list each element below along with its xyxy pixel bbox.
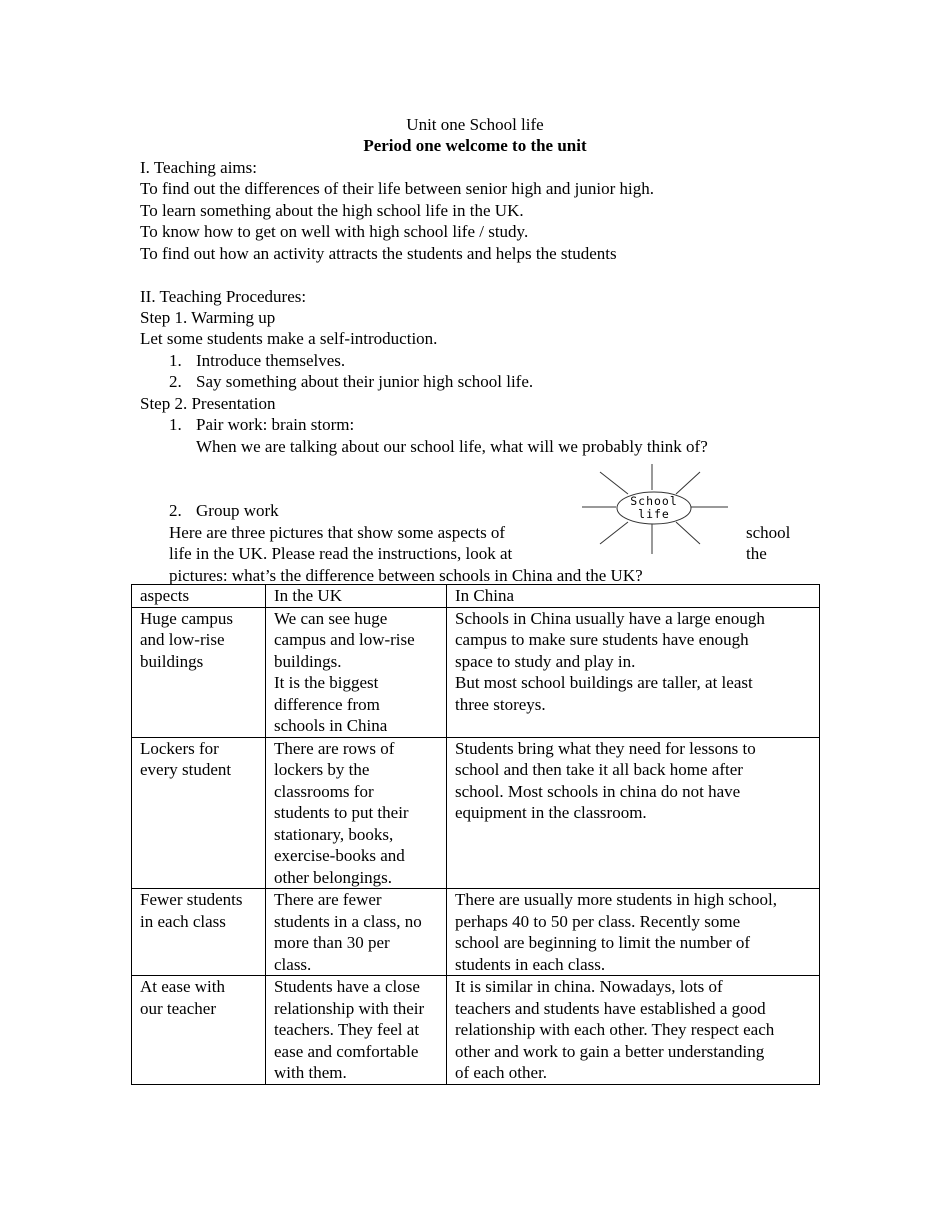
cell-uk xyxy=(266,737,447,889)
cell-line: lockers by the xyxy=(274,760,370,779)
cell-line: ease and comfortable xyxy=(274,1041,419,1061)
cell-line: students in a class, no xyxy=(274,911,422,931)
diagram-spoke xyxy=(676,522,700,544)
cell-line: school and then take it all back home after xyxy=(455,760,743,779)
cell-line: exercise-books and xyxy=(274,846,405,865)
group-work-text: the xyxy=(746,544,767,563)
cell-aspect xyxy=(132,607,266,737)
step1-item: Introduce themselves. xyxy=(196,351,346,370)
cell-china xyxy=(447,889,820,976)
cell-line: relationship with each other. They respect each xyxy=(455,1020,775,1039)
cell-line: more than 30 per xyxy=(274,933,390,952)
aims-heading: I. Teaching aims: xyxy=(140,158,257,177)
group-work-text: Here are three pictures that show some aspects of xyxy=(169,523,506,542)
cell-line: with them. xyxy=(274,1063,347,1082)
group-work-text: school xyxy=(746,523,791,542)
cell-line: classrooms for xyxy=(274,781,374,801)
cell-aspect xyxy=(132,737,266,889)
cell-china xyxy=(447,976,820,1085)
cell-line: and low-rise xyxy=(140,630,225,649)
list-number: 1. xyxy=(169,415,182,434)
diagram-spoke xyxy=(600,522,628,544)
cell-line: equipment in the classroom. xyxy=(455,803,647,822)
cell-line: teachers. They feel at xyxy=(274,1020,420,1039)
procedures-heading: II. Teaching Procedures: xyxy=(140,287,307,306)
step2-item1: Pair work: brain storm: xyxy=(196,415,355,434)
step1-item: Say something about their junior high school life. xyxy=(196,372,534,391)
cell-line: Students bring what they need for lessons to xyxy=(455,738,756,758)
cell-uk xyxy=(266,889,447,976)
cell-line: perhaps 40 to 50 per class. Recently some xyxy=(455,911,741,931)
group-work-text: pictures: what’s the difference between schools in China and the UK? xyxy=(169,566,643,585)
list-number: 2. xyxy=(169,501,182,520)
table-row xyxy=(132,889,820,976)
cell-line: schools in China xyxy=(274,716,388,735)
header-aspects: aspects xyxy=(132,585,266,608)
list-number: 2. xyxy=(169,372,182,391)
cell-line: buildings xyxy=(140,651,204,671)
step2-item2: Group work xyxy=(196,501,279,520)
cell-aspect xyxy=(132,976,266,1085)
aim-item: To know how to get on well with high school life / study. xyxy=(140,222,529,241)
brainstorm-diagram xyxy=(578,462,732,558)
period-title: Period one welcome to the unit xyxy=(363,136,587,155)
cell-line: school. Most schools in china do not have xyxy=(455,781,741,801)
table-header-row xyxy=(132,585,820,608)
table-row xyxy=(132,607,820,737)
cell-line: There are fewer xyxy=(274,890,382,909)
cell-line: There are usually more students in high school, xyxy=(455,890,777,909)
step1-title: Step 1. Warming up xyxy=(140,308,276,327)
header-in-the-uk: In the UK xyxy=(266,585,447,608)
table-row xyxy=(132,976,820,1085)
aim-item: To find out the differences of their life between senior high and junior high. xyxy=(140,179,655,198)
cell-uk xyxy=(266,607,447,737)
cell-line: buildings. xyxy=(274,651,342,671)
cell-line: in each class xyxy=(140,911,226,931)
diagram-spoke xyxy=(600,472,628,494)
cell-line: Fewer students xyxy=(140,890,243,909)
cell-line: But most school buildings are taller, at least xyxy=(455,673,753,692)
cell-line: space to study and play in. xyxy=(455,651,636,671)
cell-line: our teacher xyxy=(140,998,216,1018)
step2-title: Step 2. Presentation xyxy=(140,394,276,413)
step2-question: When we are talking about our school life, what will we probably think of? xyxy=(196,437,708,456)
cell-line: students to put their xyxy=(274,803,409,822)
cell-line: Huge campus xyxy=(140,608,234,628)
comparison-table xyxy=(131,584,820,1085)
cell-line: students in each class. xyxy=(455,954,606,974)
cell-china xyxy=(447,737,820,889)
aim-item: To learn something about the high school life in the UK. xyxy=(140,201,524,220)
cell-line: It is the biggest xyxy=(274,673,379,692)
diagram-label-line2: life xyxy=(638,507,670,521)
header-in-china: In China xyxy=(447,585,820,608)
diagram-label-line1: School xyxy=(630,494,678,508)
unit-title: Unit one School life xyxy=(406,115,544,134)
cell-line: Schools in China usually have a large enough xyxy=(455,608,765,628)
cell-uk xyxy=(266,976,447,1085)
cell-line: difference from xyxy=(274,694,380,714)
cell-line: school are beginning to limit the number of xyxy=(455,933,751,952)
step1-intro: Let some students make a self-introduction. xyxy=(140,329,438,348)
table-row xyxy=(132,737,820,889)
cell-line: At ease with xyxy=(140,977,225,996)
group-work-text: life in the UK. Please read the instructions, look at xyxy=(169,544,513,563)
cell-line: It is similar in china. Nowadays, lots of xyxy=(455,977,723,996)
aim-item: To find out how an activity attracts the students and helps the students xyxy=(140,244,617,263)
cell-line: of each other. xyxy=(455,1063,548,1082)
cell-line: class. xyxy=(274,954,312,974)
cell-line: teachers and students have established a good xyxy=(455,998,766,1018)
cell-line: Students have a close xyxy=(274,977,420,996)
cell-line: There are rows of xyxy=(274,738,395,758)
cell-line: every student xyxy=(140,760,232,779)
cell-line: other and work to gain a better understanding xyxy=(455,1041,765,1061)
cell-china xyxy=(447,607,820,737)
cell-line: We can see huge xyxy=(274,608,388,628)
cell-aspect xyxy=(132,889,266,976)
cell-line: campus to make sure students have enough xyxy=(455,630,749,649)
cell-line: relationship with their xyxy=(274,998,425,1018)
cell-line: other belongings. xyxy=(274,867,393,887)
list-number: 1. xyxy=(169,351,182,370)
diagram-spoke xyxy=(676,472,700,494)
cell-line: three storeys. xyxy=(455,694,546,714)
cell-line: Lockers for xyxy=(140,738,219,758)
cell-line: stationary, books, xyxy=(274,824,394,844)
cell-line: campus and low-rise xyxy=(274,630,415,649)
